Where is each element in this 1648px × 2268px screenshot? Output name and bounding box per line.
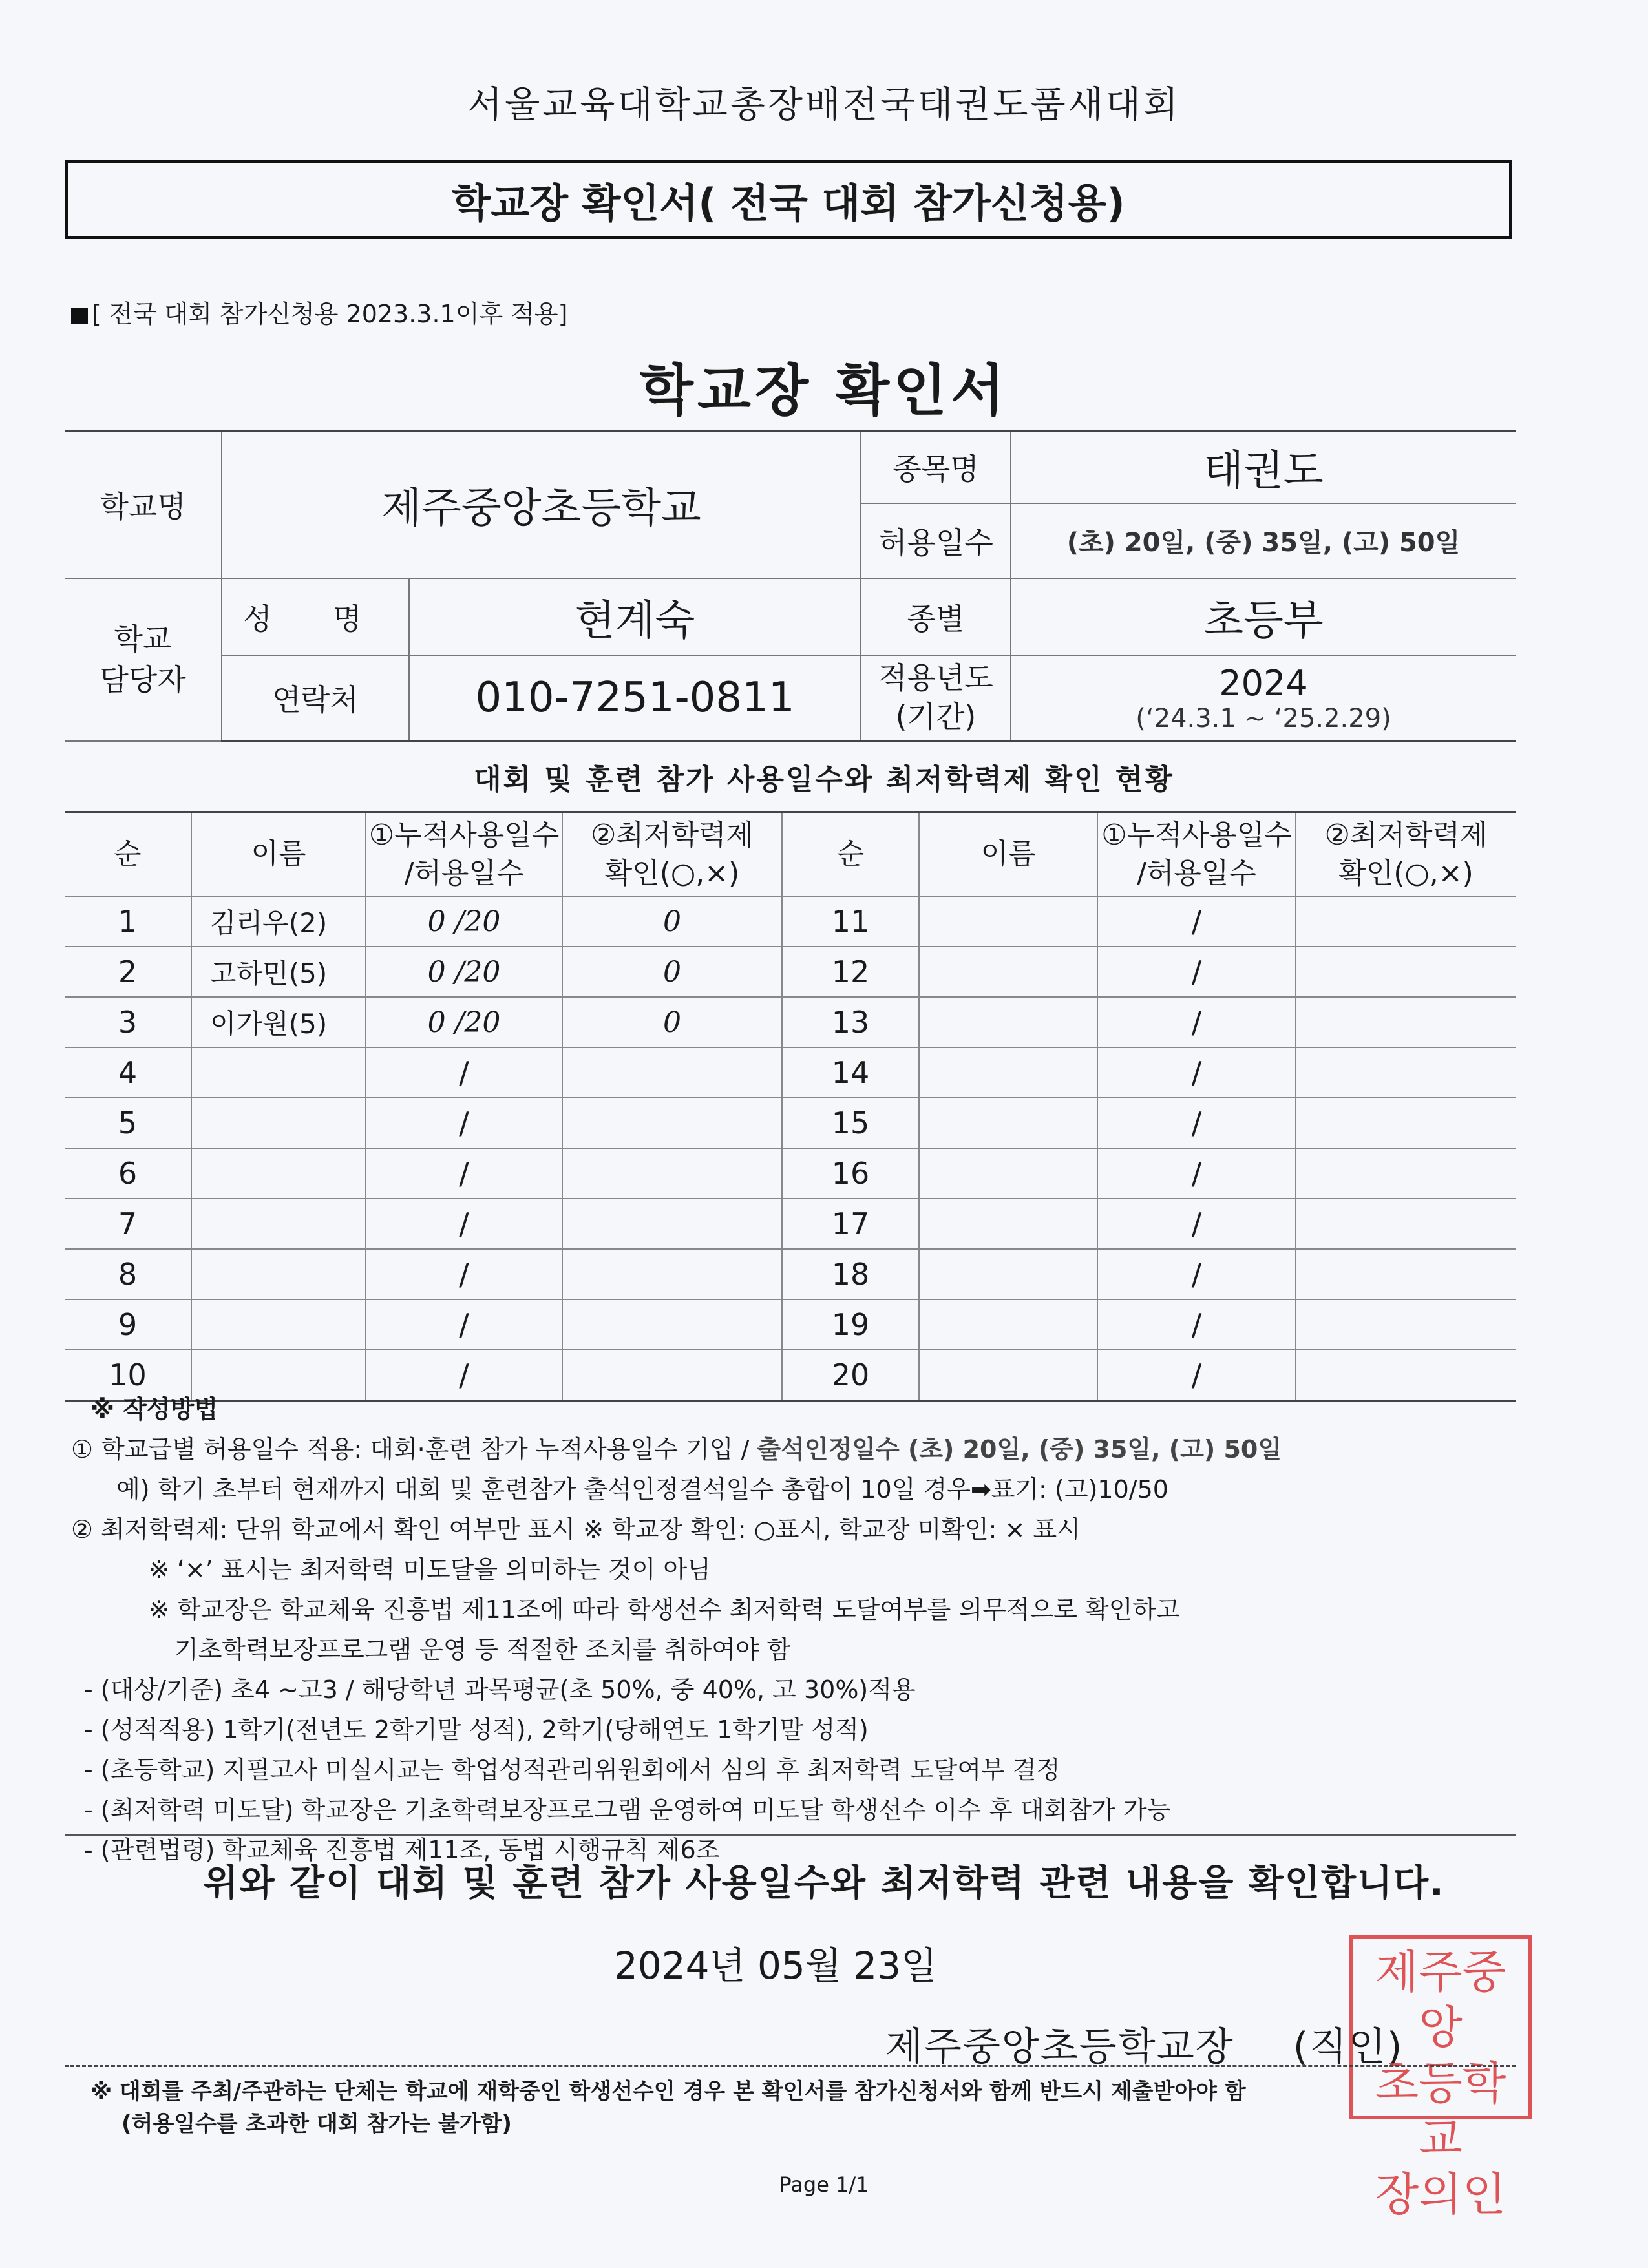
principal-title: 제주중앙초등학교장: [885, 2024, 1234, 2070]
principal-signature: [885, 2016, 1403, 2072]
row-no: 10: [65, 1350, 191, 1401]
col-name-2: 이름: [919, 812, 1097, 897]
student-name-2: [919, 997, 1097, 1047]
usage-days-2: /: [1097, 1249, 1296, 1299]
instruction-line-1-attendance: 출석인정일수 (초) 20일, (중) 35일, (고) 50일: [757, 1435, 1282, 1464]
row-no-2: 20: [782, 1350, 919, 1401]
usage-days-2: /: [1097, 1098, 1296, 1148]
row-no-2: 11: [782, 896, 919, 947]
col-no: 순: [65, 812, 191, 897]
row-no-2: 14: [782, 1047, 919, 1098]
instruction-line-8: - (성적적용) 1학기(전년도 2학기말 성적), 2학기(당해연도 1학기말 성적): [84, 1716, 869, 1744]
apply-note-text: [ 전국 대회 참가신청용 2023.3.1이후 적용]: [92, 300, 568, 328]
usage-row: [65, 896, 1516, 947]
row-no-2: 17: [782, 1199, 919, 1249]
academic-check-2: [1296, 1199, 1516, 1249]
sport-value: 태권도: [1011, 431, 1516, 503]
year-cell: [1011, 656, 1516, 741]
usage-days: /: [366, 1249, 562, 1299]
col-usage: ①누적사용일수 /허용일수: [366, 812, 562, 897]
event-title: 서울교육대학교총장배전국태권도품새대회: [467, 84, 1181, 126]
student-name-2: [919, 1098, 1097, 1148]
row-no: 8: [65, 1249, 191, 1299]
academic-check-2: [1296, 1047, 1516, 1098]
form-title-box: [65, 160, 1512, 239]
name-label: 성 명: [222, 578, 409, 656]
col-name: 이름: [191, 812, 366, 897]
official-seal-stamp: 제주중앙 초등학교 장의인: [1349, 1935, 1532, 2119]
usage-row: [65, 997, 1516, 1047]
instructions-heading: ※ 작성방법: [90, 1395, 218, 1423]
confirmation-statement: 위와 같이 대회 및 훈련 참가 사용일수와 최저학력 관련 내용을 확인합니다.: [203, 1862, 1445, 1904]
instruction-line-2: 예) 학기 초부터 현재까지 대회 및 훈련참가 출석인정결석일수 총합이 10일 경우➡표기: (고)10/50: [116, 1475, 1168, 1504]
instruction-line-4: ※ ‘×’ 표시는 최저학력 미도달을 의미하는 것이 아님: [149, 1555, 711, 1584]
usage-days-2: /: [1097, 1350, 1296, 1401]
col-academic-2: ②최저학력제 확인(○,×): [1296, 812, 1516, 897]
instructions: [71, 1389, 1525, 1870]
usage-row: [65, 1199, 1516, 1249]
page-number: Page 1/1: [779, 2172, 869, 2197]
usage-days: 0 /20: [366, 997, 562, 1047]
row-no-2: 12: [782, 947, 919, 997]
instruction-line-7: - (대상/기준) 초4 ~고3 / 해당학년 과목평균(초 50%, 중 40%, 고 30%)적용: [84, 1675, 916, 1704]
usage-days-2: /: [1097, 1148, 1296, 1199]
student-name-2: [919, 1047, 1097, 1098]
student-name: 고하민(5): [191, 947, 366, 997]
academic-check: 0: [562, 896, 782, 947]
student-name: [191, 1047, 366, 1098]
row-no: 4: [65, 1047, 191, 1098]
academic-check: [562, 1098, 782, 1148]
row-no: 6: [65, 1148, 191, 1199]
issue-date: 2024년 05월 23일: [613, 1944, 938, 1988]
footnote-line-2: (허용일수를 초과한 대회 참가는 불가함): [121, 2111, 512, 2137]
academic-check-2: [1296, 947, 1516, 997]
principal-seal-label: (직인): [1293, 2024, 1404, 2070]
instruction-line-10: - (최저학력 미도달) 학교장은 기초학력보장프로그램 운영하여 미도달 학생선수 이수 후 대회참가 가능: [84, 1796, 1171, 1824]
document-title: 학교장 확인서: [639, 359, 1009, 423]
student-name-2: [919, 1249, 1097, 1299]
footer-divider: [65, 2065, 1516, 2067]
instruction-line-1-text: ① 학교급별 허용일수 적용: 대회·훈련 참가 누적사용일수 기입 /: [71, 1435, 757, 1464]
division-value: 초등부: [1011, 578, 1516, 656]
instruction-line-1: [71, 1429, 1525, 1469]
student-name: [191, 1299, 366, 1350]
col-usage-2: ①누적사용일수 /허용일수: [1097, 812, 1296, 897]
academic-check-2: [1296, 997, 1516, 1047]
usage-days-2: /: [1097, 1047, 1296, 1098]
usage-header-row: [65, 812, 1516, 897]
usage-days-2: /: [1097, 1299, 1296, 1350]
usage-table-body: [65, 896, 1516, 1401]
academic-check-2: [1296, 1299, 1516, 1350]
usage-row: [65, 1249, 1516, 1299]
usage-days-2: /: [1097, 997, 1296, 1047]
usage-days-2: /: [1097, 1199, 1296, 1249]
year-label: 적용년도 (기간): [861, 656, 1011, 741]
academic-check: 0: [562, 947, 782, 997]
row-no: 2: [65, 947, 191, 997]
divider: [65, 1834, 1516, 1836]
usage-days-2: /: [1097, 896, 1296, 947]
period-value: (‘24.3.1 ~ ‘25.2.29): [1136, 703, 1391, 733]
row-no: 9: [65, 1299, 191, 1350]
student-name-2: [919, 947, 1097, 997]
usage-days: /: [366, 1098, 562, 1148]
instruction-line-11: - (관련법령) 학교체육 진흥법 제11조, 동법 시행규칙 제6조: [84, 1836, 720, 1864]
usage-table: [65, 811, 1516, 1402]
row-no-2: 18: [782, 1249, 919, 1299]
usage-row: [65, 947, 1516, 997]
student-name: 이가원(5): [191, 997, 366, 1047]
apply-note: [71, 294, 567, 330]
row-no: 7: [65, 1199, 191, 1249]
row-no: 5: [65, 1098, 191, 1148]
manager-name: 현계숙: [409, 578, 861, 656]
usage-row: [65, 1098, 1516, 1148]
usage-days: 0 /20: [366, 947, 562, 997]
student-name: 김리우(2): [191, 896, 366, 947]
contact-value: 010-7251-0811: [409, 656, 861, 741]
school-label: 학교명: [65, 431, 222, 578]
col-academic: ②최저학력제 확인(○,×): [562, 812, 782, 897]
usage-row: [65, 1047, 1516, 1098]
usage-row: [65, 1299, 1516, 1350]
student-name-2: [919, 1148, 1097, 1199]
year-value: 2024: [1219, 662, 1308, 704]
academic-check-2: [1296, 1148, 1516, 1199]
info-table: [65, 430, 1516, 742]
usage-days: /: [366, 1199, 562, 1249]
contact-label: 연락처: [222, 656, 409, 741]
usage-days-2: /: [1097, 947, 1296, 997]
academic-check-2: [1296, 896, 1516, 947]
allowed-days-label: 허용일수: [861, 503, 1011, 578]
square-bullet-icon: [71, 308, 88, 324]
academic-check: [562, 1199, 782, 1249]
row-no-2: 15: [782, 1098, 919, 1148]
row-no-2: 13: [782, 997, 919, 1047]
instruction-line-6: 기초학력보장프로그램 운영 등 적절한 조치를 취하여야 함: [174, 1635, 791, 1664]
academic-check: [562, 1249, 782, 1299]
instruction-line-3: ② 최저학력제: 단위 학교에서 확인 여부만 표시 ※ 학교장 확인: ○표시, 학교장 미확인: × 표시: [71, 1515, 1081, 1544]
manager-label: 학교 담당자: [65, 578, 222, 741]
usage-days: 0 /20: [366, 896, 562, 947]
division-label: 종별: [861, 578, 1011, 656]
row-no-2: 16: [782, 1148, 919, 1199]
footnote: [90, 2075, 1246, 2140]
academic-check-2: [1296, 1249, 1516, 1299]
student-name: [191, 1098, 366, 1148]
academic-check-2: [1296, 1098, 1516, 1148]
usage-days: /: [366, 1047, 562, 1098]
student-name: [191, 1199, 366, 1249]
instruction-line-9: - (초등학교) 지필고사 미실시교는 학업성적관리위원회에서 심의 후 최저학력 도달여부 결정: [84, 1756, 1061, 1784]
form-title: 학교장 확인서( 전국 대회 참가신청용): [452, 179, 1125, 227]
instruction-line-5: ※ 학교장은 학교체육 진흥법 제11조에 따라 학생선수 최저학력 도달여부를 의무적으로 확인하고: [149, 1595, 1180, 1624]
student-name: [191, 1148, 366, 1199]
academic-check: [562, 1299, 782, 1350]
row-no: 1: [65, 896, 191, 947]
usage-days: /: [366, 1299, 562, 1350]
row-no: 3: [65, 997, 191, 1047]
student-name-2: [919, 896, 1097, 947]
student-name-2: [919, 1299, 1097, 1350]
student-name-2: [919, 1199, 1097, 1249]
usage-days: /: [366, 1148, 562, 1199]
row-no-2: 19: [782, 1299, 919, 1350]
col-no-2: 순: [782, 812, 919, 897]
academic-check: [562, 1047, 782, 1098]
allowed-days-value: (초) 20일, (중) 35일, (고) 50일: [1011, 503, 1516, 578]
status-title: 대회 및 훈련 참가 사용일수와 최저학력제 확인 현황: [474, 763, 1174, 796]
academic-check: [562, 1148, 782, 1199]
sport-label: 종목명: [861, 431, 1011, 503]
student-name: [191, 1249, 366, 1299]
academic-check: 0: [562, 997, 782, 1047]
school-name: 제주중앙초등학교: [222, 431, 861, 578]
usage-days: /: [366, 1350, 562, 1401]
usage-row: [65, 1148, 1516, 1199]
footnote-line-1: ※ 대회를 주최/주관하는 단체는 학교에 재학중인 학생선수인 경우 본 확인서를 참가신청서와 함께 반드시 제출받아야 함: [90, 2079, 1246, 2105]
